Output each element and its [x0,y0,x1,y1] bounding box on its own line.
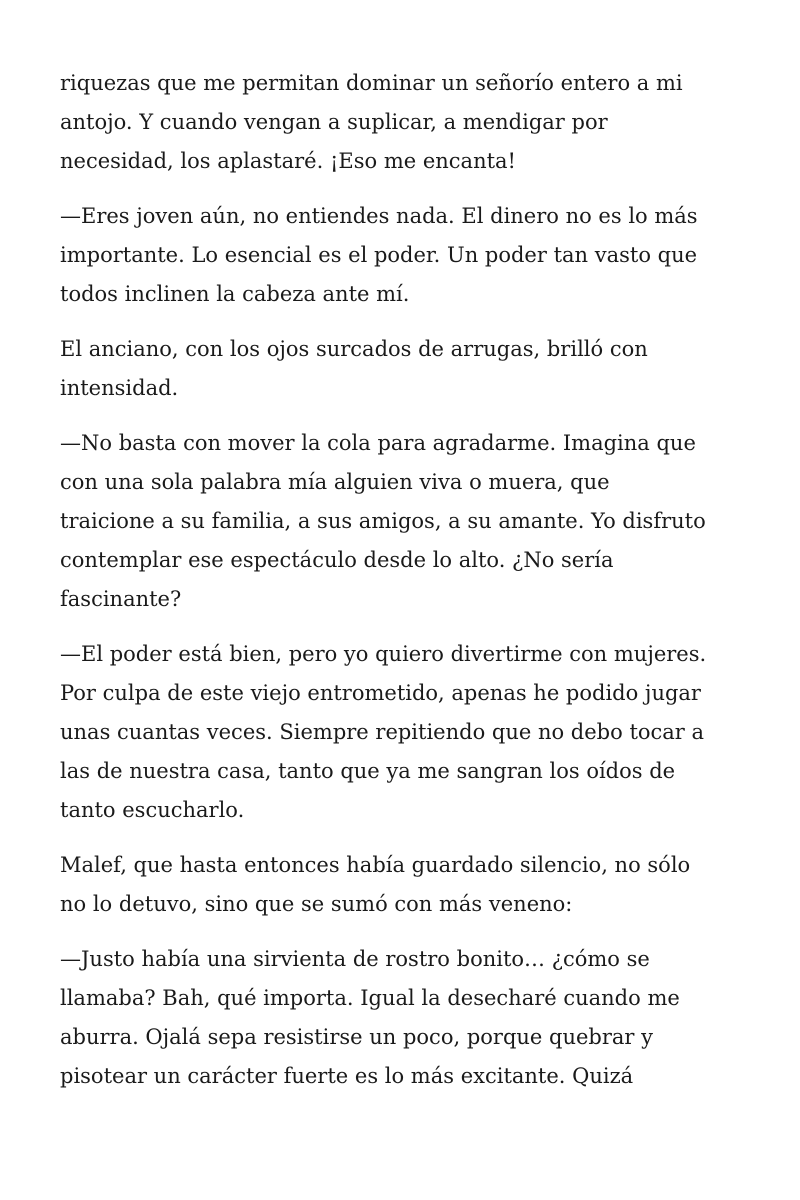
paragraph: —El poder está bien, pero yo quiero divertirme con mujeres. Por culpa de este viejo entrometido, apenas he podido jugar unas cuantas veces. Siempre repitiendo que no debo tocar a las de nuestra casa, tanto que ya me sangran los oídos de tanto escucharlo. [60,642,707,822]
page-content [60,64,750,1112]
paragraph: Malef, que hasta entonces había guardado silencio, no sólo no lo detuvo, sino que se sumó con más veneno: [60,853,691,916]
paragraph: riquezas que me permitan dominar un señorío entero a mi antojo. Y cuando vengan a suplicar, a mendigar por necesidad, los aplastaré. ¡Eso me encanta! [60,71,683,173]
paragraph: —Eres joven aún, no entiendes nada. El dinero no es lo más importante. Lo esencial es el poder. Un poder tan vasto que todos inclinen la cabeza ante mí. [60,204,698,306]
paragraph: —No basta con mover la cola para agradarme. Imagina que con una sola palabra mía alguien viva o muera, que traicione a su familia, a sus amigos, a su amante. Yo disfruto contemplar ese espectáculo desde lo alto. ¿No sería fascinante? [60,431,706,611]
paragraph: —Justo había una sirvienta de rostro bonito… ¿cómo se llamaba? Bah, qué importa. Igual la desecharé cuando me aburra. Ojalá sepa resistirse un poco, porque quebrar y pisotear un carácter fuerte es lo más excitante. Quizá [60,947,680,1088]
paragraph: El anciano, con los ojos surcados de arrugas, brilló con intensidad. [60,337,648,400]
